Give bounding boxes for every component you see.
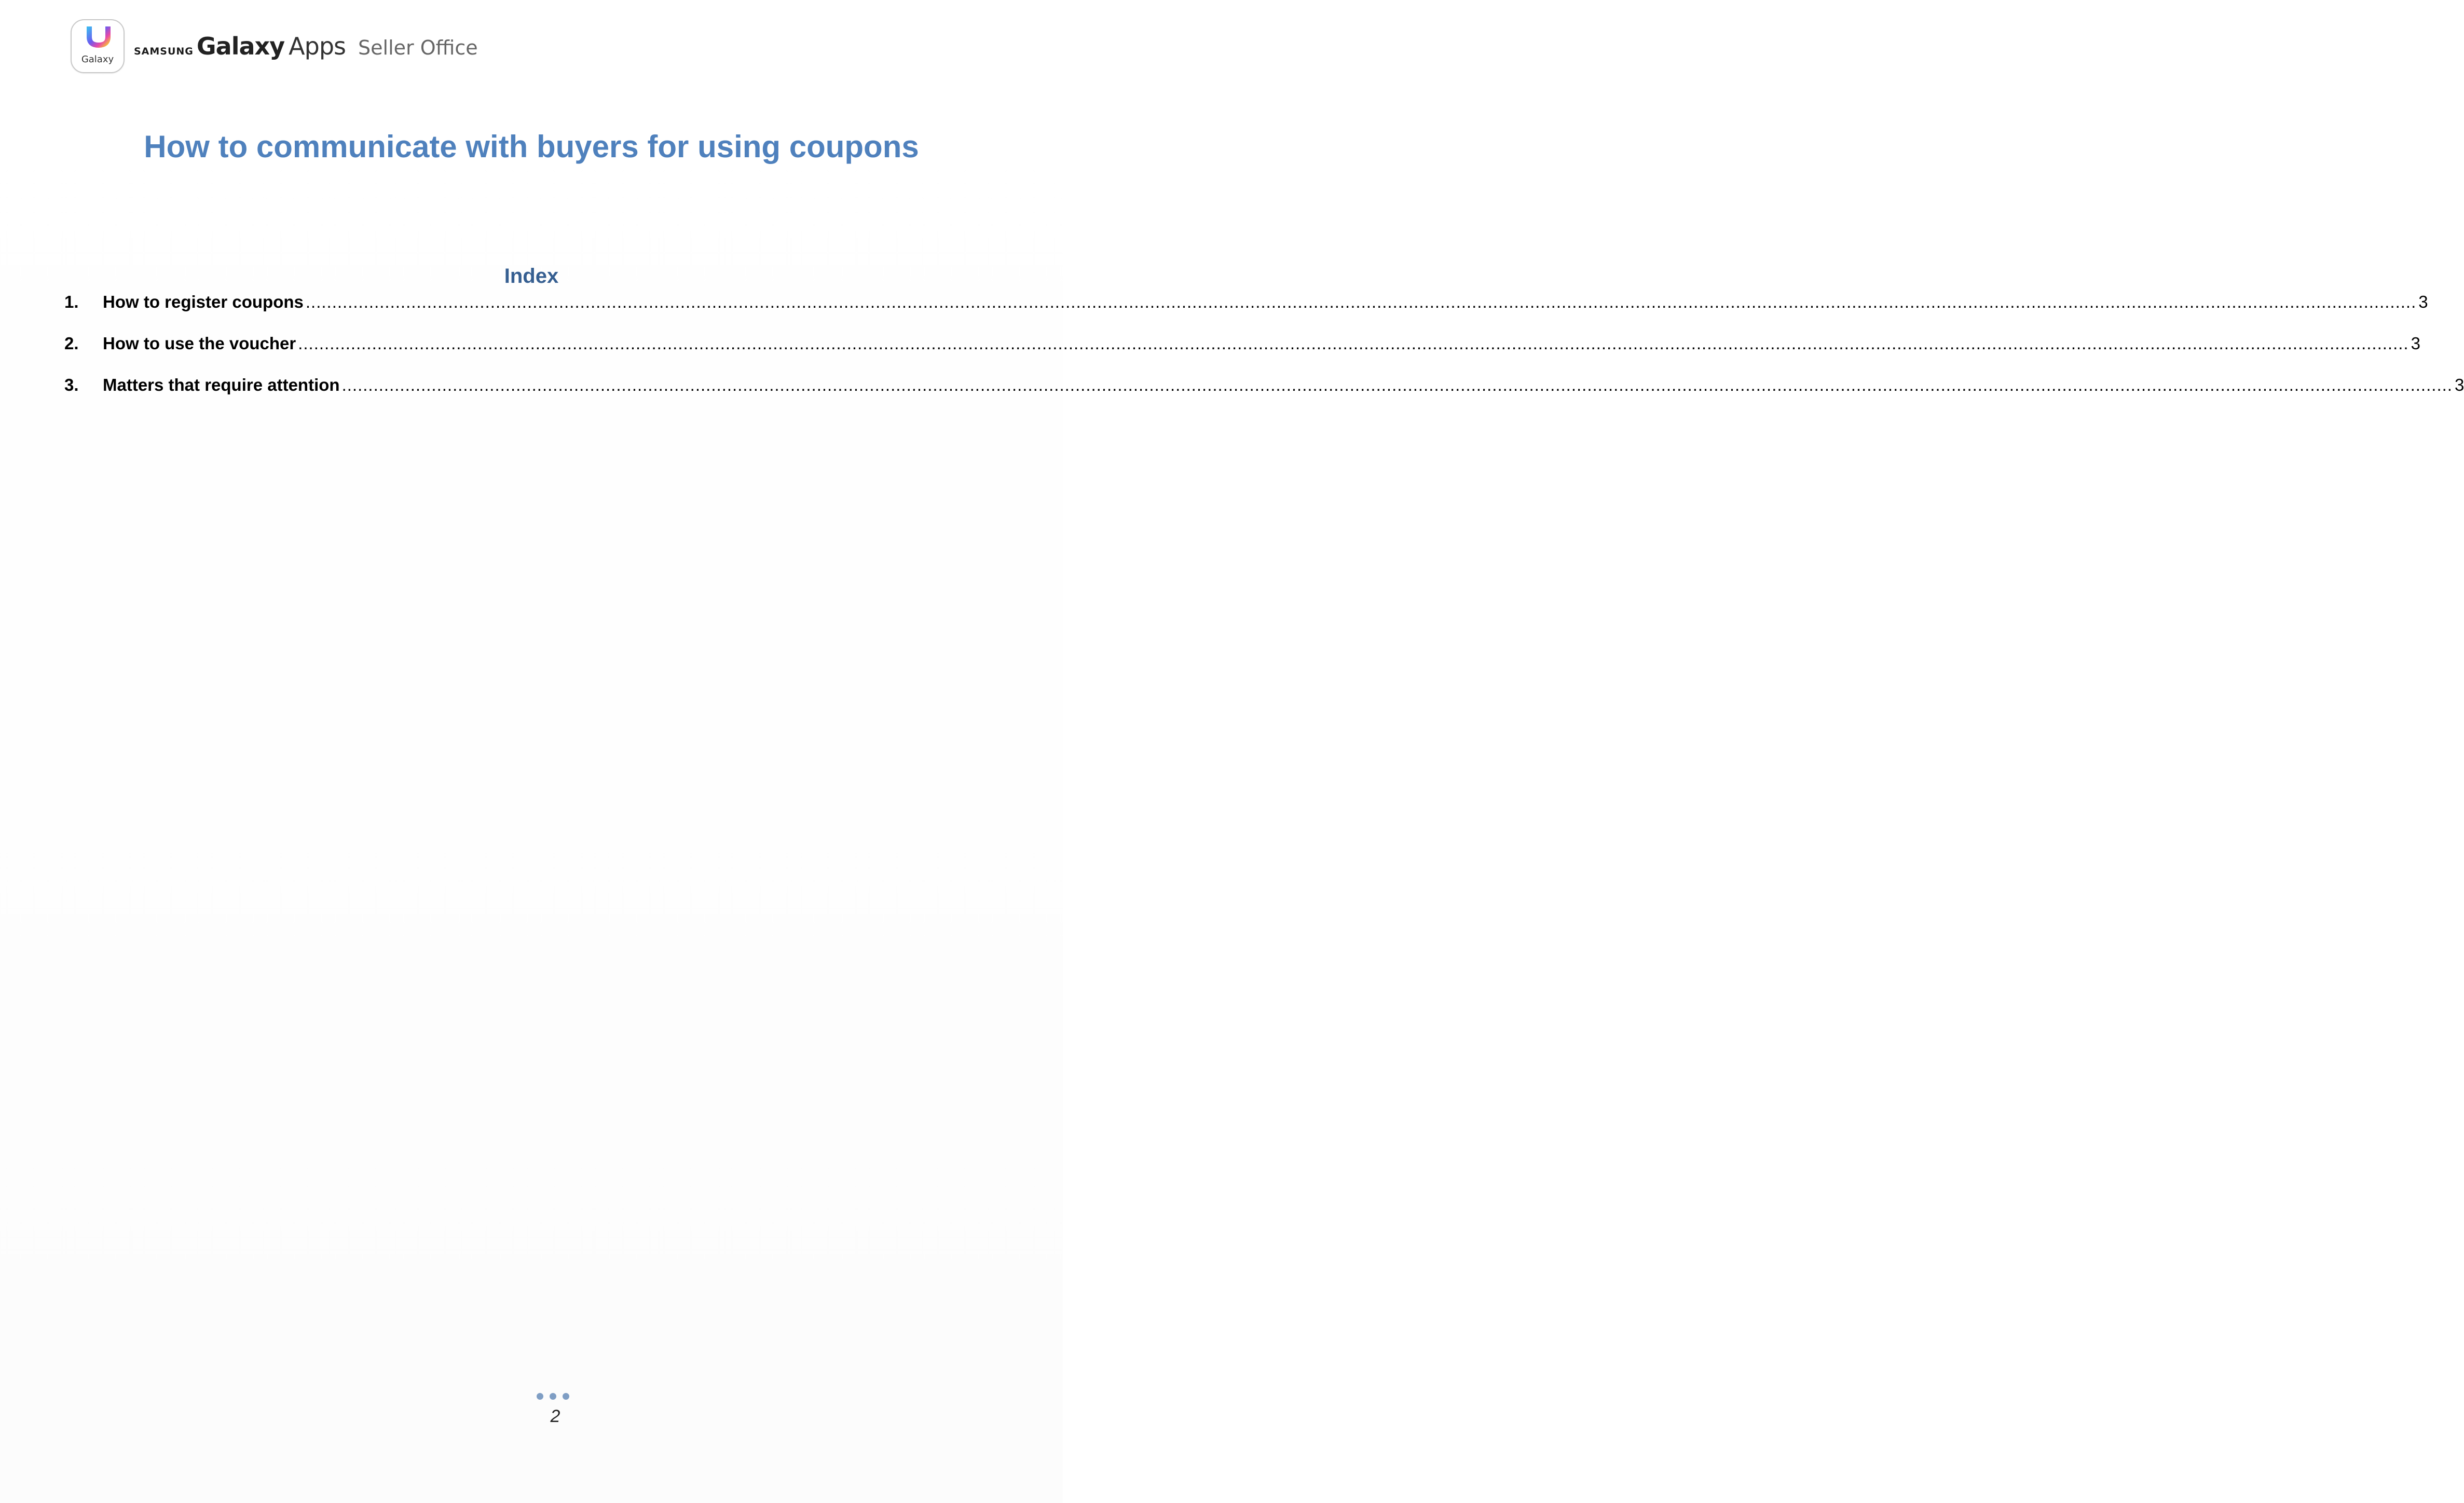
- toc-entry-number: 3.: [64, 375, 79, 394]
- brand-galaxy: Galaxy: [196, 32, 285, 60]
- toc-entry-page: 3: [2411, 334, 2420, 353]
- header-logo: [71, 18, 478, 75]
- index-heading: Index: [504, 265, 559, 288]
- brand-samsung: SAMSUNG: [134, 46, 194, 57]
- toc-entry[interactable]: [64, 334, 2420, 375]
- table-of-contents: [64, 292, 2464, 417]
- toc-entry-title[interactable]: Matters that require attention: [103, 375, 340, 394]
- brand-apps: Apps: [289, 32, 346, 60]
- page-number: 2: [550, 1406, 560, 1426]
- galaxy-apps-icon: [71, 19, 125, 73]
- brand-seller-office: Seller Office: [358, 36, 478, 59]
- toc-entry-page: 3: [2454, 375, 2464, 394]
- app-icon-label: Galaxy: [81, 54, 114, 65]
- brand-wordmark: [134, 32, 478, 60]
- footer-dot: [537, 1393, 543, 1400]
- document-title: How to communicate with buyers for using coupons: [144, 129, 919, 164]
- footer-dot: [550, 1393, 556, 1400]
- toc-entry-number: 2.: [64, 334, 79, 353]
- toc-entry[interactable]: [64, 375, 2464, 417]
- toc-dot-leader: ................................................................................................................................................................................................................................................................................................................................................................................................................: [341, 375, 2453, 394]
- toc-entry-number: 1.: [64, 292, 79, 311]
- footer-dot: [563, 1393, 569, 1400]
- footer-ellipsis-icon: [537, 1393, 569, 1400]
- toc-entry-title[interactable]: How to use the voucher: [103, 334, 296, 353]
- toc-entry-page: 3: [2418, 292, 2428, 311]
- galaxy-u-glyph-icon: [86, 25, 111, 47]
- toc-dot-leader: ................................................................................................................................................................................................................................................................................................................................................................................................................: [298, 334, 2409, 353]
- toc-dot-leader: ................................................................................................................................................................................................................................................................................................................................................................................................................: [305, 292, 2417, 311]
- toc-entry[interactable]: [64, 292, 2428, 334]
- toc-entry-title[interactable]: How to register coupons: [103, 292, 304, 311]
